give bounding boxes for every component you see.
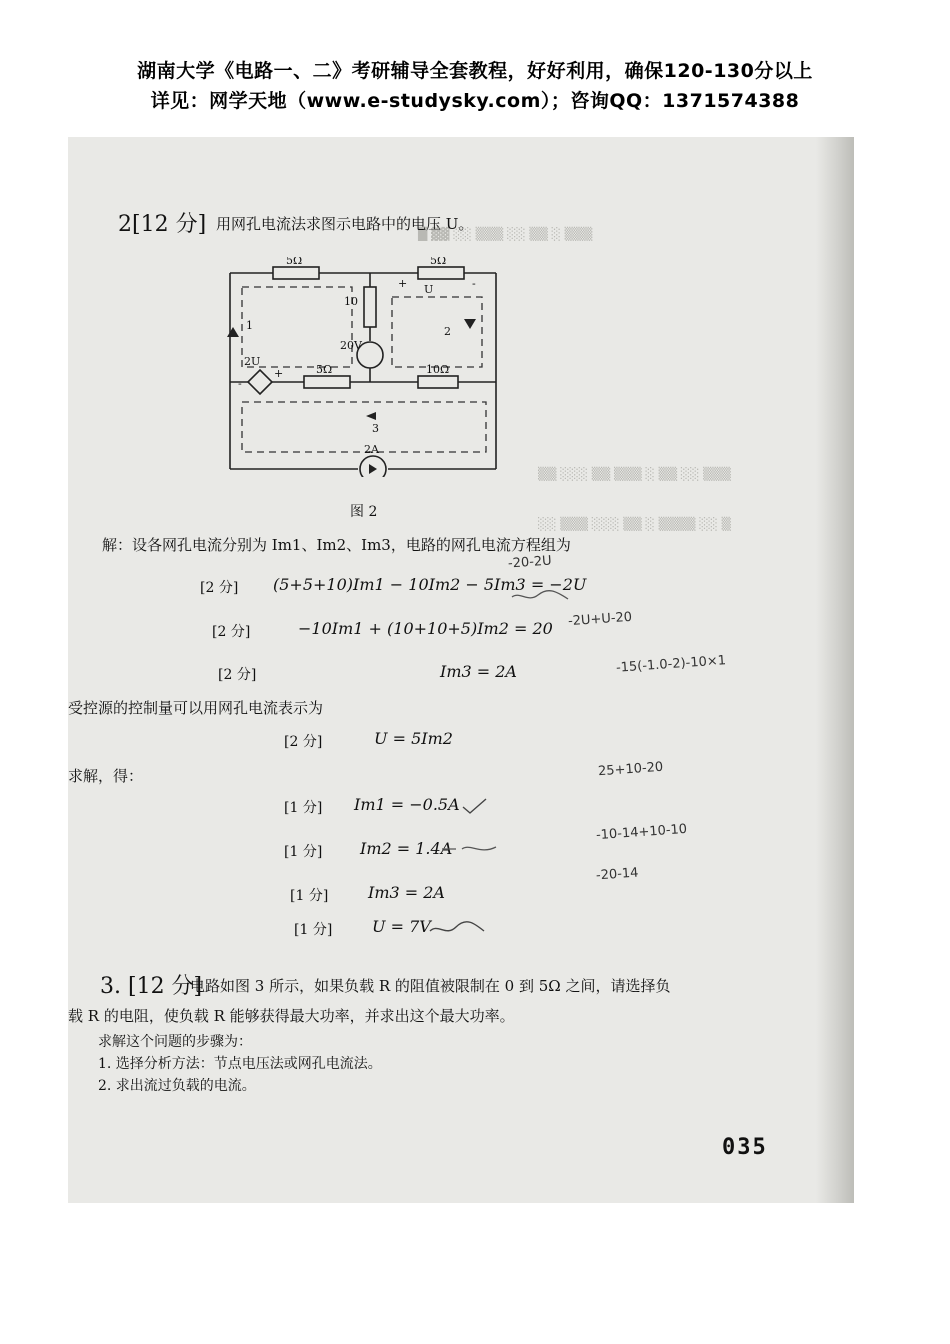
resistor-middle: [364, 287, 376, 327]
dependent-source: [248, 370, 272, 394]
problem3-step: 2. 求出流过负载的电流。: [98, 1078, 256, 1094]
circuit-figure-2: [218, 257, 518, 477]
page-number: 035: [722, 1135, 768, 1160]
solution-intro: 解：设各网孔电流分别为 Im1、Im2、Im3，电路的网孔电流方程组为: [102, 536, 571, 554]
label-mesh1: 1: [246, 319, 253, 332]
result-score: [1 分]: [290, 888, 329, 904]
header-title: 湖南大学《电路一、二》考研辅导全套教程，好好利用，确保120-130分以上: [137, 60, 813, 82]
problem3-steps-title: 求解这个问题的步骤为：: [98, 1034, 252, 1050]
pencil-checkmark: [460, 797, 490, 817]
equation-3: Im3 = 2A: [440, 662, 517, 681]
label-cs: 2A: [364, 443, 379, 456]
handwritten-note: -10-14+10-10: [595, 821, 688, 844]
label-mesh3: 3: [372, 422, 379, 435]
label-r-bottom-right: 10Ω: [426, 363, 450, 376]
result-im3: Im3 = 2A: [368, 883, 445, 902]
label-u-plus: +: [398, 277, 408, 290]
header-contact: 详见：网学天地（www.e-studysky.com）；咨询QQ：1371574388: [150, 90, 800, 112]
label-u: U: [424, 283, 434, 296]
resistor-top-right: [418, 267, 464, 279]
label-dep-plus: +: [274, 367, 284, 380]
result-score: [1 分]: [294, 922, 333, 938]
figure-caption: 图 2: [350, 504, 378, 520]
handwritten-note: -15(-1.0-2)-10×1: [615, 653, 727, 676]
problem3-text-line2: 载 R 的电阻，使负载 R 能够获得最大功率，并求出这个最大功率。: [68, 1007, 515, 1025]
label-u-minus: -: [472, 277, 476, 290]
bleed-through-text: █ ▓▓ ░░ ▒▒▒ ░░ ▒▒ ░ ▒▒▒: [418, 227, 593, 241]
equation-score: [2 分]: [218, 667, 257, 683]
equation-score: [2 分]: [284, 734, 323, 750]
control-equation: U = 5Im2: [374, 729, 453, 748]
scanned-page: [68, 137, 854, 1203]
label-r-middle: 10: [344, 295, 358, 308]
equation-1: (5+5+10)Im1 − 10Im2 − 5Im3 = −2U: [273, 575, 587, 594]
label-vs: 20V: [340, 339, 362, 352]
resistor-bottom-right: [418, 376, 458, 388]
equation-2: −10Im1 + (10+10+5)Im2 = 20: [298, 619, 553, 638]
result-im2: Im2 = 1.4A: [360, 839, 453, 858]
control-text: 受控源的控制量可以用网孔电流表示为: [68, 699, 324, 717]
resistor-top-left: [273, 267, 319, 279]
equation-score: [2 分]: [200, 580, 239, 596]
solve-text: 求解，得：: [68, 767, 144, 785]
page-edge-shadow: [816, 137, 854, 1203]
label-r-top-left: 5Ω: [286, 257, 303, 267]
bleed-through-text: ▒▒ ░░░ ▒▒ ▒▒▒ ░ ▒▒ ░░ ▒▒▒: [538, 467, 731, 481]
result-score: [1 分]: [284, 800, 323, 816]
result-score: [1 分]: [284, 844, 323, 860]
handwritten-note: -2U+U-20: [567, 609, 633, 630]
handwritten-note: -20-2U: [507, 553, 553, 572]
result-im1: Im1 = −0.5A: [354, 795, 460, 814]
label-r-bottom-left: 5Ω: [316, 363, 333, 376]
label-r-top-right: 5Ω: [430, 257, 447, 267]
pencil-scribble: [428, 919, 488, 939]
label-dep-source: 2U: [244, 355, 261, 368]
equation-score: [2 分]: [212, 624, 251, 640]
label-mesh2: 2: [444, 325, 451, 338]
resistor-bottom-left: [304, 376, 350, 388]
problem3-number: 3. [12 分]: [100, 974, 203, 999]
problem2-number: 2[12 分]: [118, 212, 207, 237]
bleed-through-text: ░░ ▒▒▒ ░░░ ▒▒ ░ ▒▒▒▒ ░░ ▒: [538, 517, 731, 531]
problem3-step: 1. 选择分析方法：节点电压法或网孔电流法。: [98, 1056, 382, 1072]
result-u: U = 7V: [372, 917, 431, 936]
handwritten-note: -20-14: [595, 865, 639, 884]
label-dep-minus: -: [238, 377, 242, 390]
problem2-text: 用网孔电流法求图示电路中的电压 U。: [216, 215, 474, 233]
pencil-scribble: [440, 839, 500, 859]
problem3-text-line1: 电路如图 3 所示，如果负载 R 的阻值被限制在 0 到 5Ω 之间，请选择负: [190, 977, 671, 995]
handwritten-note: 25+10-20: [597, 759, 664, 780]
pencil-scribble: [510, 589, 570, 605]
